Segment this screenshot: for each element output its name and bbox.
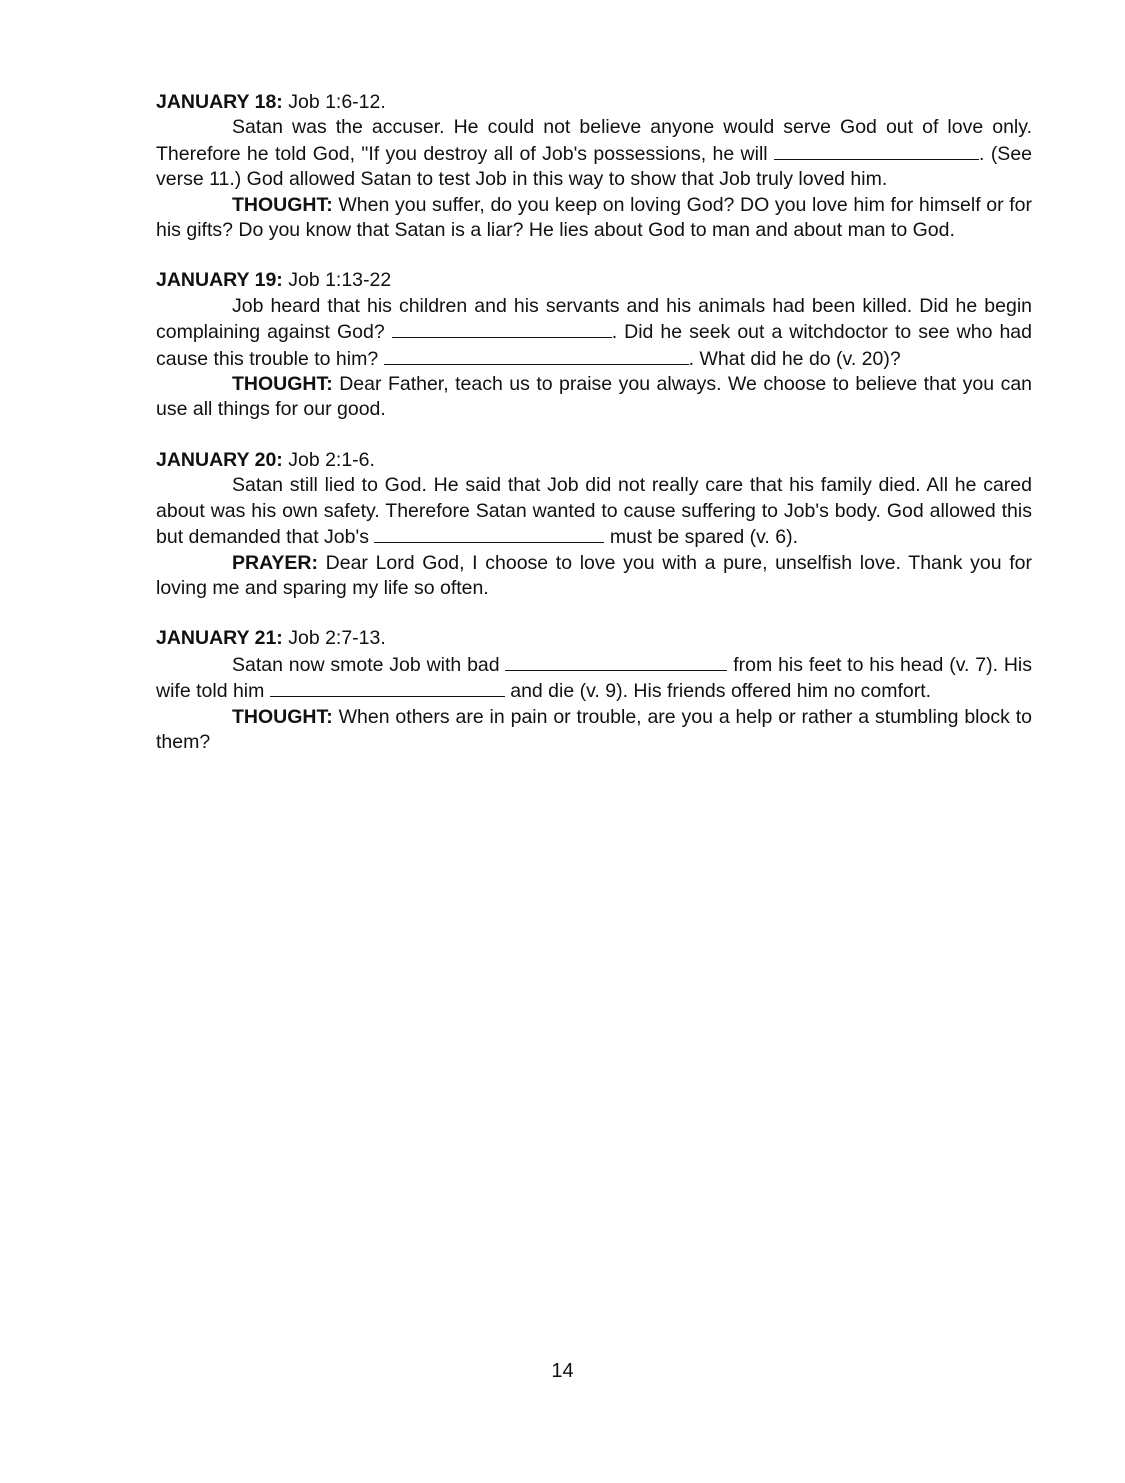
fill-in-blank[interactable] — [774, 141, 979, 160]
entry-january-21 — [156, 626, 1032, 755]
body-text: (See verse 11.) God allowed Satan to test Job in this way to show that Job truly loved him. — [156, 142, 1033, 191]
body-text: Satan was the accuser. He could not believe anyone would serve God out of love only. Therefore he told God, "If you destroy all of Job's possessions, he will — [156, 116, 1032, 165]
reflection-label: PRAYER: — [232, 551, 318, 574]
entry-date: JANUARY 18: — [156, 91, 283, 113]
reflection-text: Dear Lord God, I choose to love you with a pure, unselfish love. Thank you for loving me and sparing my life so often. — [156, 551, 1032, 599]
entry-january-18 — [156, 90, 1032, 243]
entry-date: JANUARY 21: — [156, 627, 283, 650]
entry-body — [156, 294, 1032, 372]
entry-reflection — [156, 193, 1032, 244]
entry-heading — [156, 448, 1032, 473]
body-text: Job heard that his children and his servants and his animals had been killed. Did he begin complaining against God? — [156, 294, 1032, 344]
fill-in-blank[interactable] — [270, 678, 505, 697]
reflection-label: THOUGHT: — [232, 193, 333, 216]
fill-in-blank[interactable] — [374, 524, 604, 543]
page-number: 14 — [551, 1360, 574, 1382]
reflection-text: When others are in pain or trouble, are you a help or rather a stumbling block to them? — [156, 705, 1032, 753]
reflection-label: THOUGHT: — [232, 373, 333, 396]
fill-in-blank[interactable] — [384, 346, 689, 365]
reflection-text: When you suffer, do you keep on loving God? DO you love him for himself or for his gifts? Do you know that Satan is a liar? He lies about God to man and about man to God. — [156, 193, 1032, 242]
body-text: must be spared (v. 6). — [609, 526, 799, 549]
entry-body — [156, 473, 1032, 550]
page-content — [156, 90, 1032, 780]
entry-scripture-ref: Job 2:1-6. — [288, 448, 375, 471]
body-text: Satan still lied to God. He said that Job did not really care that his family died. All he cared about was his own safety. Therefore Satan wanted to cause suffering to Job's body. God allowed this but demanded that Job's — [156, 474, 1032, 549]
body-text: from his feet to his head (v. 7). His wife told him — [156, 653, 1033, 703]
body-text: . — [979, 142, 985, 165]
entry-heading — [156, 90, 1032, 115]
entry-heading — [156, 268, 1032, 293]
body-text: . What did he do (v. 20)? — [688, 347, 901, 370]
entry-reflection — [156, 551, 1032, 602]
entry-date: JANUARY 20: — [156, 448, 283, 471]
entry-january-20 — [156, 448, 1032, 601]
entry-heading — [156, 626, 1032, 651]
entry-january-19 — [156, 268, 1032, 422]
fill-in-blank[interactable] — [392, 319, 612, 338]
entry-date: JANUARY 19: — [156, 269, 283, 292]
entry-reflection — [156, 705, 1032, 756]
body-text: Satan now smote Job with bad — [232, 653, 500, 676]
entry-reflection — [156, 372, 1032, 423]
entry-body — [156, 115, 1032, 192]
fill-in-blank[interactable] — [505, 652, 727, 671]
entry-scripture-ref: Job 1:13-22 — [288, 269, 392, 292]
entry-scripture-ref: Job 2:7-13. — [288, 627, 386, 650]
reflection-text: Dear Father, teach us to praise you always. We choose to believe that you can use all things for our good. — [156, 373, 1033, 421]
reflection-label: THOUGHT: — [232, 705, 333, 728]
body-text: . Did he seek out a witchdoctor to see who had cause this trouble to him? — [156, 321, 1032, 370]
entry-scripture-ref: Job 1:6-12. — [288, 91, 386, 113]
body-text: and die (v. 9). His friends offered him no comfort. — [510, 680, 932, 703]
entry-body — [156, 652, 1032, 705]
